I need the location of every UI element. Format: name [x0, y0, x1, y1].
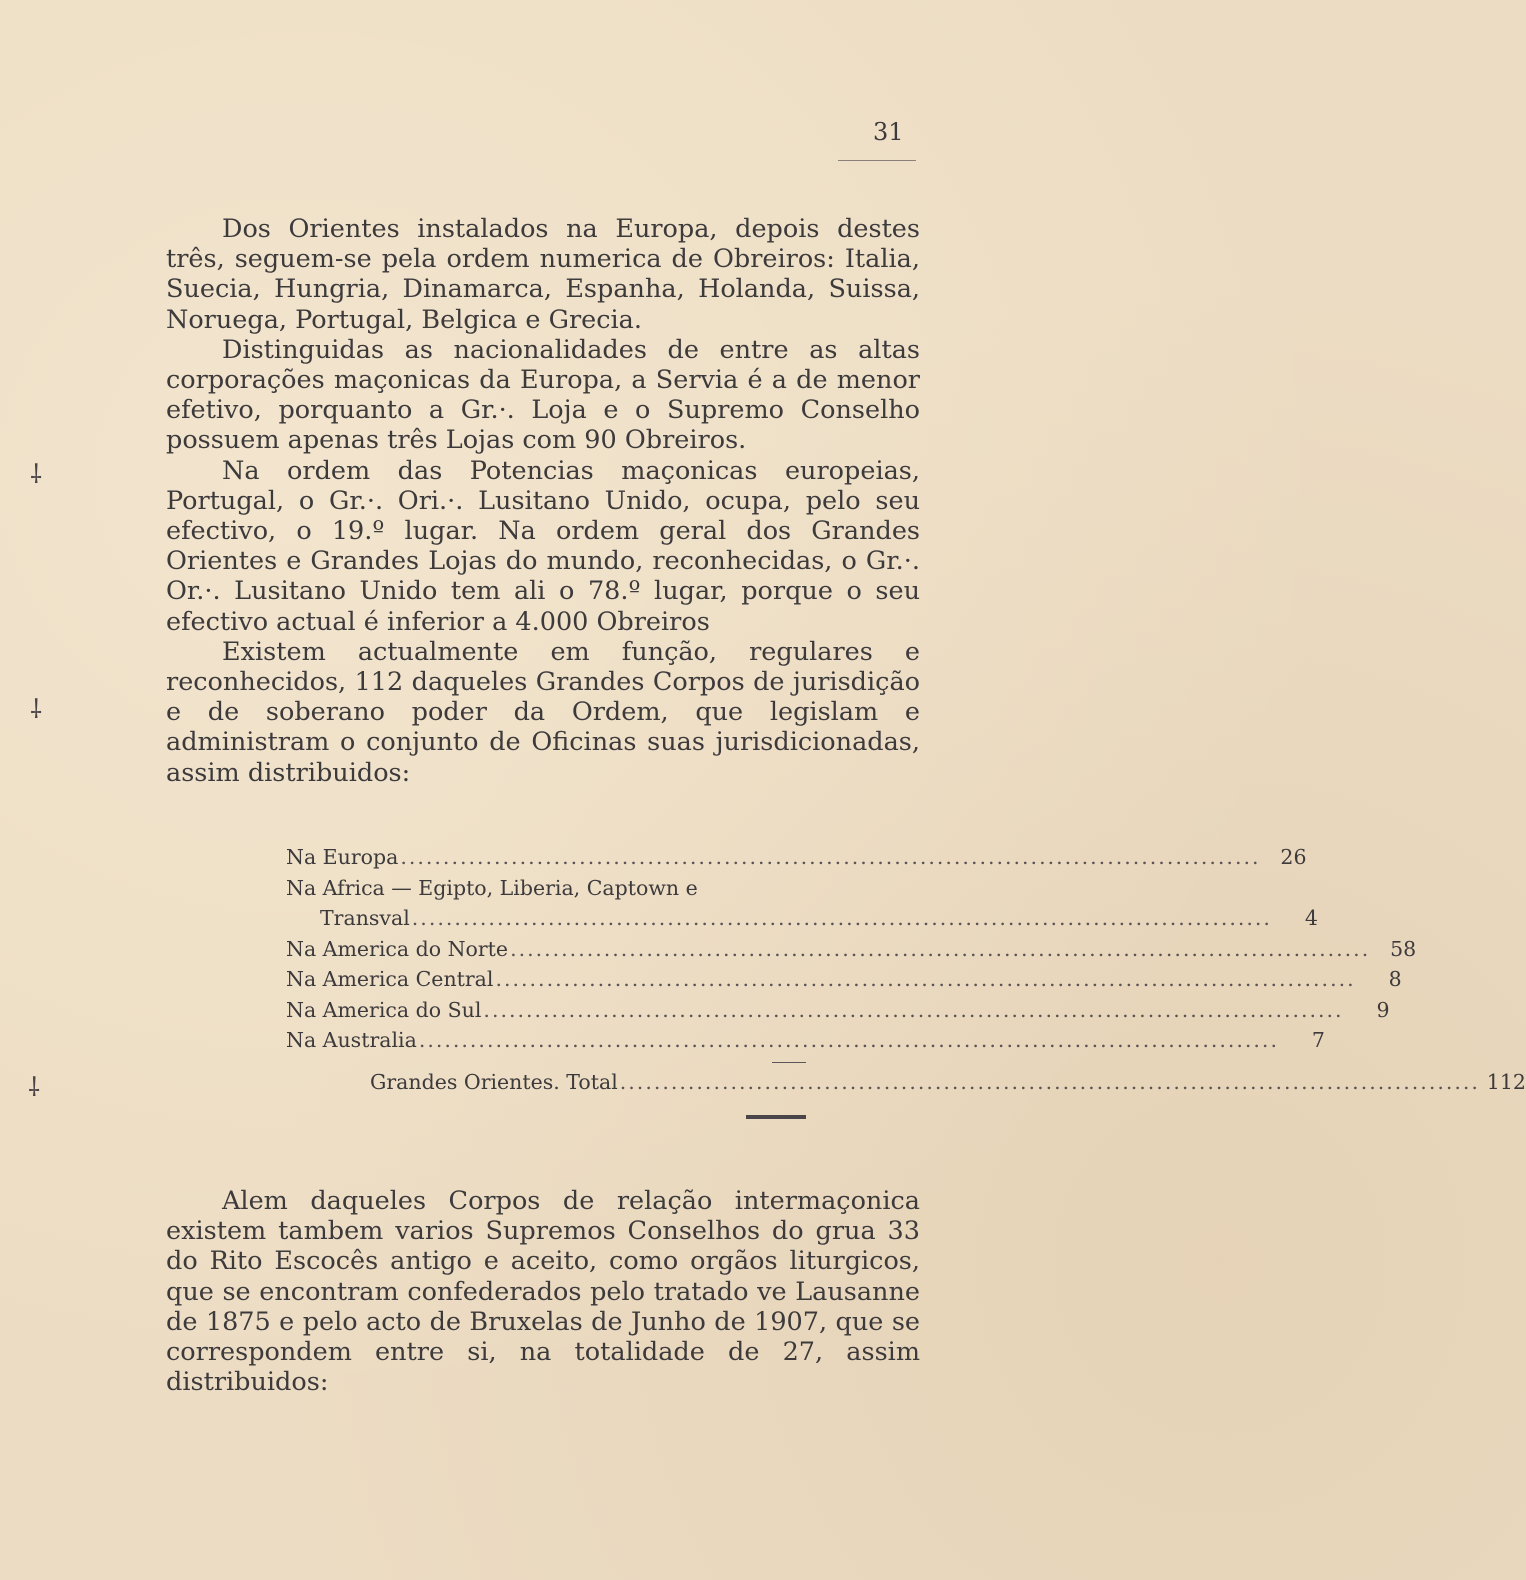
- page-number-rule: [838, 160, 916, 161]
- table-row: [286, 903, 1318, 934]
- total-label: Grandes Orientes. Total: [370, 1069, 618, 1094]
- table-row: [286, 842, 1307, 873]
- paragraph: Existem actualmente em função, regulares e reconhecidos, 112 daqueles Grandes Corpos de jurisdição e de soberano poder da Ordem, que legislam e administram o conjunto de Oficinas suas jurisdicionadas, assim distribuidos:: [166, 636, 920, 788]
- paragraph: Alem daqueles Corpos de relação intermaçonica existem tambem varios Supremos Conselhos do grua 33 do Rito Escocês antigo e aceito, como orgãos liturgicos, que se encontram confederados pelo tratado ve Lausanne de 1875 e pelo acto de Bruxelas de Junho de 1907, que se correspondem entre si, na totalidade de 27, assim distribuidos:: [166, 1186, 920, 1398]
- margin-pencil-mark: ⸸: [28, 1073, 41, 1103]
- distribution-table: [286, 842, 1526, 1119]
- margin-pencil-mark: ⸸: [30, 460, 43, 490]
- dot-leader: .....................................................................................................: [411, 906, 1272, 930]
- row-value: 26: [1280, 845, 1307, 869]
- row-value: 8: [1388, 967, 1402, 991]
- table-row: [286, 995, 1390, 1026]
- row-value: 4: [1304, 906, 1318, 930]
- paragraph: Na ordem das Potencias maçonicas europeias, Portugal, o Gr.·. Ori.·. Lusitano Unido, ocupa, pelo seu efectivo, o 19.º lugar. Na ordem geral dos Grandes Orientes e Grandes Lojas do mundo, reconhecidas, o Gr.·. Or.·. Lusitano Unido tem ali o 78.º lugar, porque o seu efectivo actual é inferior a 4.000 Obreiros: [166, 455, 920, 637]
- dot-leader: .....................................................................................................: [495, 967, 1356, 991]
- table-row: [286, 1025, 1325, 1056]
- paragraph: Distinguidas as nacionalidades de entre as altas corporações maçonicas da Europa, a Servia é a de menor efetivo, porquanto a Gr.·. Loja e o Supremo Conselho possuem apenas três Lojas com 90 Obreiros.: [166, 334, 920, 456]
- row-value: 9: [1376, 997, 1390, 1022]
- total-underline: [746, 1115, 806, 1119]
- dot-leader: .....................................................................................................: [400, 845, 1261, 869]
- paragraph: Dos Orientes instalados na Europa, depois destes três, seguem-se pela ordem numerica de Obreiros: Italia, Suecia, Hungria, Dinamarca, Espanha, Holanda, Suissa, Noruega, Portugal, Belgica e Grecia.: [166, 214, 920, 335]
- sum-rule: [772, 1062, 806, 1063]
- row-label: Na Australia: [286, 1028, 417, 1052]
- row-label: Na America do Norte: [286, 936, 509, 961]
- dot-leader: .....................................................................................................: [619, 1069, 1480, 1094]
- margin-pencil-mark: ⸸: [30, 695, 43, 725]
- page-number: 31: [873, 118, 904, 146]
- total-row: [286, 1067, 1526, 1098]
- row-label: Na America Central: [286, 967, 494, 991]
- body-text-top: [166, 214, 920, 788]
- row-label: Na Europa: [286, 845, 399, 869]
- dot-leader: .....................................................................................................: [418, 1028, 1279, 1052]
- dot-leader: .....................................................................................................: [483, 997, 1344, 1022]
- dot-leader: .....................................................................................................: [510, 936, 1371, 961]
- table-row: [286, 873, 806, 904]
- total-value: 112: [1486, 1069, 1526, 1094]
- table-row: [286, 964, 1402, 995]
- row-label: Na America do Sul: [286, 997, 482, 1022]
- row-value: 7: [1311, 1028, 1325, 1052]
- row-label: Na Africa — Egipto, Liberia, Captown e: [286, 875, 698, 900]
- row-value: 58: [1390, 936, 1417, 961]
- body-text-bottom: [166, 1186, 920, 1397]
- table-row: [286, 934, 1417, 965]
- row-label: Transval: [320, 906, 410, 930]
